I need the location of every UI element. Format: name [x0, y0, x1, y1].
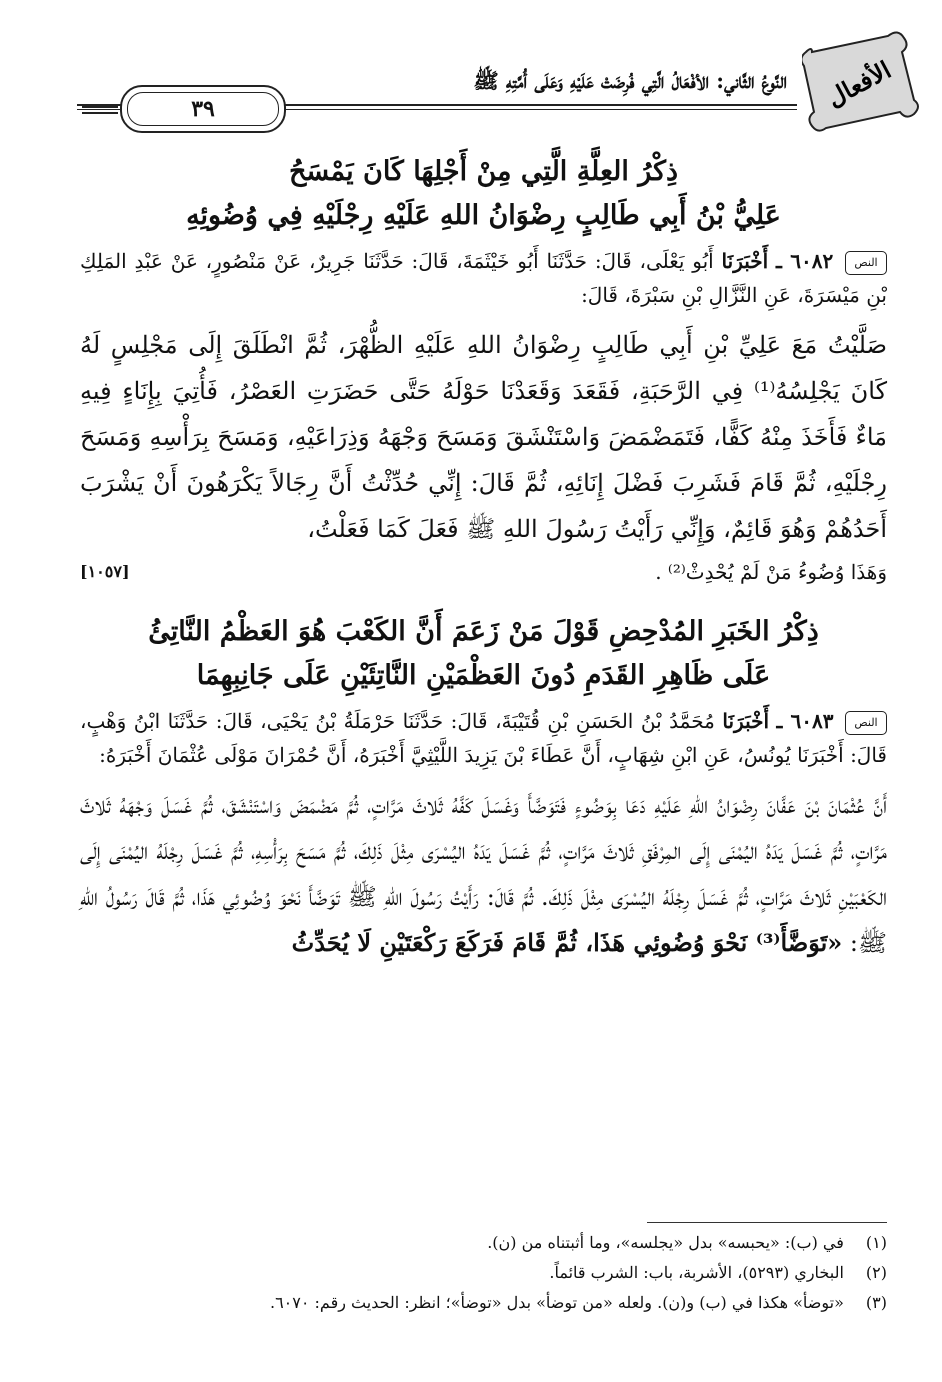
- matn-emphasis: «تَوَضَّأَ⁽³⁾ نَحْوَ وُضُوئِي هَذَا، ثُمَّ قَامَ فَرَكَعَ رَكْعَتَيْنِ لَا يُحَدِّثُ: [291, 928, 843, 957]
- chapter-heading: [80, 610, 887, 698]
- header-dash: [82, 112, 118, 114]
- running-title: النَّوعُ الثَّاني: الأفْعَالُ الَّتِي فُرِضَتْ عَلَيْهِ وَعَلَى أُمَّتِهِ ﷺ: [473, 68, 787, 93]
- isnad-text: مُحَمَّدُ بْنُ الحَسَنِ بْنِ قُتَيْبَةَ، قَالَ: حَدَّثَنَا حَرْمَلَةُ بْنُ يَحْيَى، قَالَ: حَدَّثَنَا ابْنُ وَهْبٍ، قَالَ: أَخْبَرَنَا يُونُسُ، عَنِ ابْنِ شِهَابٍ، أَنَّ عَطَاءَ بْنَ يَزِيدَ اللَّيْثِيَّ أَخْبَرَهُ، أَنَّ حُمْرَانَ مَوْلَى عُثْمَانَ أَخْبَرَهُ:: [80, 709, 887, 767]
- matn-text: أَنَّ عُثْمَانَ بْنَ عَفَّانَ رِضْوَانُ اللهِ عَلَيْهِ دَعَا بِوَضُوءٍ فَتَوَضَّأَ وَغَسَلَ كَفَّهُ ثَلاثَ مَرَّاتٍ، ثُمَّ مَضْمَضَ وَاسْتَنْشَقَ، ثُمَّ غَسَلَ وَجْهَهُ ثَلاثَ مَرَّاتٍ، ثُمَّ غَسَلَ يَدَهُ اليُمْنَى إِلَى المِرْفَقِ ثَلاثَ مَرَّاتٍ، ثُمَّ غَسَلَ يَدَهُ اليُسْرَى مِثْلَ ذَلِكَ، ثُمَّ مَسَحَ بِرَأْسِهِ، ثُمَّ غَسَلَ رِجْلَهُ اليُمْنَى إِلَى الكَعْبَيْنِ ثَلاثَ مَرَّاتٍ، ثُمَّ غَسَلَ رِجْلَهُ اليُسْرَى مِثْلَ ذَلِكَ. ثُمَّ قَالَ: رَأَيْتُ رَسُولَ اللهِ ﷺ تَوَضَّأَ نَحْوَ وُضُوئِي هَذَا، ثُمَّ قَالَ رَسُولُ اللهِ ﷺ:: [80, 791, 887, 957]
- chapter-heading-line: عَلَى ظَاهِرِ القَدَمِ دُونَ العَظْمَيْنِ النَّاتِئَيْنِ عَلَى جَانِبِهِمَا: [196, 660, 771, 691]
- page-content: [80, 150, 887, 966]
- footnote: [80, 1228, 887, 1258]
- footnote-text: في (ب): «يحبسه» بدل «يجلسه»، وما أثبتناه من (ن).: [487, 1233, 844, 1252]
- chapter-heading-line: عَلِيُّ بْنُ أَبِي طَالِبٍ رِضْوَانُ اللهِ عَلَيْهِ رِجْلَيْهِ فِي وُضُوئِهِ: [186, 200, 781, 231]
- header-badge-text: الأفعال: [821, 54, 896, 113]
- page-number-frame: [120, 85, 286, 133]
- hadith-number: ٦٠٨٣ ـ: [776, 709, 834, 733]
- chapter-section: [80, 150, 887, 592]
- hadith-matn: [80, 782, 887, 966]
- page-number: ٣٩: [191, 96, 215, 122]
- footnote: [80, 1288, 887, 1318]
- hadith-isnad: [80, 704, 887, 772]
- akhbarana-word: أَخْبَرَنَا: [721, 249, 769, 273]
- footnote-number: (١): [865, 1233, 887, 1252]
- footnote-separator: [647, 1222, 887, 1223]
- matn-closing-line: [80, 552, 887, 592]
- hadith-matn: صَلَّيْتُ مَعَ عَلِيِّ بْنِ أَبِي طَالِبٍ رِضْوَانُ اللهِ عَلَيْهِ الظُّهْرَ، ثُمَّ انْطَلَقَ إِلَى مَجْلِسٍ لَهُ كَانَ يَجْلِسُهُ⁽¹⁾ فِي الرَّحَبَةِ، فَقَعَدَ وَقَعَدْنَا حَوْلَهُ حَتَّى حَضَرَتِ العَصْرُ، فَأُتِيَ بِإِنَاءٍ فِيهِ مَاءٌ فَأَخَذَ مِنْهُ كَفًّا، فَتَمَضْمَضَ وَاسْتَنْشَقَ وَمَسَحَ وَجْهَهُ وَذِرَاعَيْهِ، وَمَسَحَ بِرَأْسِهِ وَمَسَحَ رِجْلَيْهِ، ثُمَّ قَامَ فَشَرِبَ فَضْلَ إِنَائِهِ، ثُمَّ قَالَ: إِنِّي حُدِّثْتُ أَنَّ رِجَالاً يَكْرَهُونَ أَنْ يَشْرَبَ أَحَدُهُمْ وَهُوَ قَائِمٌ، وَإِنِّي رَأَيْتُ رَسُولَ اللهِ ﷺ فَعَلَ كَمَا فَعَلْتُ،: [80, 331, 887, 543]
- footnote-number: (٣): [865, 1293, 887, 1312]
- hadith-number: ٦٠٨٢ ـ: [775, 249, 834, 273]
- footnotes: [80, 1228, 887, 1318]
- matn-closing: وَهَذَا وُضُوءُ مَنْ لَمْ يُحْدِثْ⁽²⁾ .: [655, 560, 887, 584]
- chapter-heading-line: ذِكْرُ الخَبَرِ المُدْحِضِ قَوْلَ مَنْ زَعَمَ أَنَّ الكَعْبَ هُوَ العَظْمُ النَّاتِئُ: [148, 616, 819, 647]
- chapter-heading-line: ذِكْرُ العِلَّةِ الَّتِي مِنْ أَجْلِهَا كَانَ يَمْسَحُ: [288, 156, 679, 187]
- running-header: [80, 22, 922, 142]
- footnote-number: (٢): [865, 1263, 887, 1282]
- footnote-text: البخاري (٥٢٩٣)، الأشربة، باب: الشرب قائماً.: [549, 1263, 844, 1282]
- footnote-text: «توضأ» هكذا في (ب) و(ن). ولعله «من توضأ» بدل «توضأ»؛ انظر: الحديث رقم: ٦٠٧٠.: [269, 1293, 844, 1312]
- puzzle-piece-icon: [802, 30, 922, 134]
- akhbarana-word: أَخْبَرَنَا: [722, 709, 770, 733]
- hadith-badge: النص: [845, 711, 887, 735]
- header-dash: [82, 106, 118, 108]
- isnad-text: أَبُو يَعْلَى، قَالَ: حَدَّثَنَا أَبُو خَيْثَمَةَ، قَالَ: حَدَّثَنَا جَرِيرٌ، عَنْ مَنْصُورٍ، عَنْ عَبْدِ المَلِكِ بْنِ مَيْسَرَةَ، عَنِ النَّزَّالِ بْنِ سَبْرَةَ، قَالَ:: [80, 249, 887, 307]
- hadith-isnad: [80, 244, 887, 312]
- hadith-reference: [١٠٥٧]: [80, 562, 130, 581]
- chapter-heading: [80, 150, 887, 238]
- footnote: [80, 1258, 887, 1288]
- hadith-badge: النص: [845, 251, 887, 275]
- chapter-section: [80, 610, 887, 966]
